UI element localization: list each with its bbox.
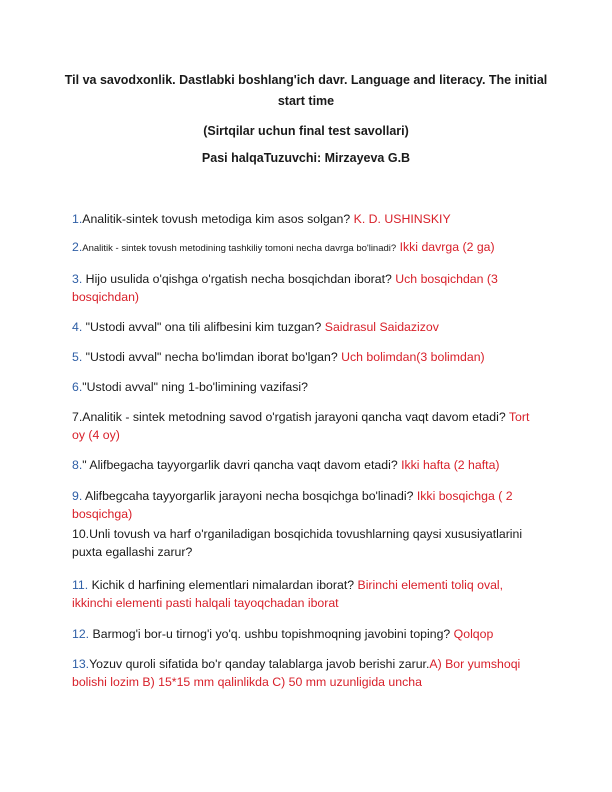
document-author: Pasi halqaTuzuvchi: Mirzayeva G.B [201,151,411,165]
question-number: 6. [72,380,83,394]
question-8 [72,456,542,474]
answer-text: Birinchi elementi toliq oval, ikkinchi elementi pasti halqali tayoqchadan iborat [72,578,504,610]
question-11 [72,576,542,612]
question-number: 1. [72,212,83,226]
document-title [60,70,552,112]
answer-text: Ikki bosqichga ( 2 bosqichga) [72,489,513,521]
document-subtitle: (Sirtqilar uchun final test savollari) [203,124,409,138]
question-9 [72,487,542,523]
question-number: 10. [72,527,90,541]
answer-text: Ikki davrga (2 ga) [399,240,495,254]
question-3 [72,270,542,306]
answer-text: Uch bosqichdan (3 bosqichdan) [72,272,498,304]
answer-text: Uch bolimdan(3 bolimdan) [341,350,485,364]
question-text: "Ustodi avval" ning 1-bo'limining vazifasi? [82,380,308,394]
question-5 [72,348,542,366]
question-number: 13. [72,657,90,671]
question-13 [72,655,542,691]
question-number: 11. [72,578,89,592]
question-number: 12. [72,627,90,641]
question-10 [72,525,542,561]
question-text: Analitik-sintek tovush metodiga kim asos solgan? [82,212,351,226]
question-text: Kichik d harfining elementlari nimalardan iborat? [88,578,355,592]
question-text: Analitik - sintek metodning savod o'rgatish jarayoni qancha vaqt davom etadi? [82,410,506,424]
answer-text: Ikki hafta (2 hafta) [401,458,500,472]
question-number: 5. [72,350,83,364]
question-number: 7. [72,410,83,424]
question-1 [72,210,542,228]
answer-text: Tort oy (4 oy) [72,410,530,442]
answer-text: K. D. USHINSKIY [353,212,451,226]
title-line-1: Til va savodxonlik. Dastlabki boshlang'ich davr. Language and literacy. The initial [64,73,548,87]
answer-text: Saidrasul Saidazizov [324,320,439,334]
question-number: 8. [72,458,83,472]
question-text: " Alifbegacha tayyorgarlik davri qancha vaqt davom etadi? [82,458,398,472]
question-4 [72,318,542,336]
question-2 [72,238,542,258]
question-12 [72,625,542,643]
question-text: "Ustodi avval" necha bo'limdan iborat bo'lgan? [82,350,338,364]
question-text: "Ustodi avval" ona tili alifbesini kim tuzgan? [82,320,322,334]
question-text: Unli tovush va harf o'rganiladigan bosqichida tovushlarning qaysi xususiyatlarini puxta egallashi zarur? [72,527,523,559]
question-number: 2. [72,240,83,254]
question-number: 3. [72,272,83,286]
answer-text: Qolqop [453,627,494,641]
question-number: 9. [72,489,83,503]
question-text: Alifbegcaha tayyorgarlik jarayoni necha bosqichga bo'linadi? [82,489,414,503]
question-text: Barmog'i bor-u tirnog'i yo'q. ushbu topishmoqning javobini toping? [89,627,451,641]
question-text: Hijo usulida o'qishga o'rgatish necha bosqichdan iborat? [82,272,392,286]
answer-text: A) Bor yumshoqi bolishi lozim B) 15*15 mm qalinlikda C) 50 mm uzunligida uncha [72,657,521,689]
question-text: Yozuv quroli sifatida bo'r qanday talablarga javob berishi zarur. [89,657,430,671]
question-6 [72,378,542,396]
question-text: Analitik - sintek tovush metodining tashkiliy tomoni necha davrga bo'linadi? [82,243,397,254]
title-line-2: start time [277,94,335,108]
question-7 [72,408,542,444]
question-number: 4. [72,320,83,334]
